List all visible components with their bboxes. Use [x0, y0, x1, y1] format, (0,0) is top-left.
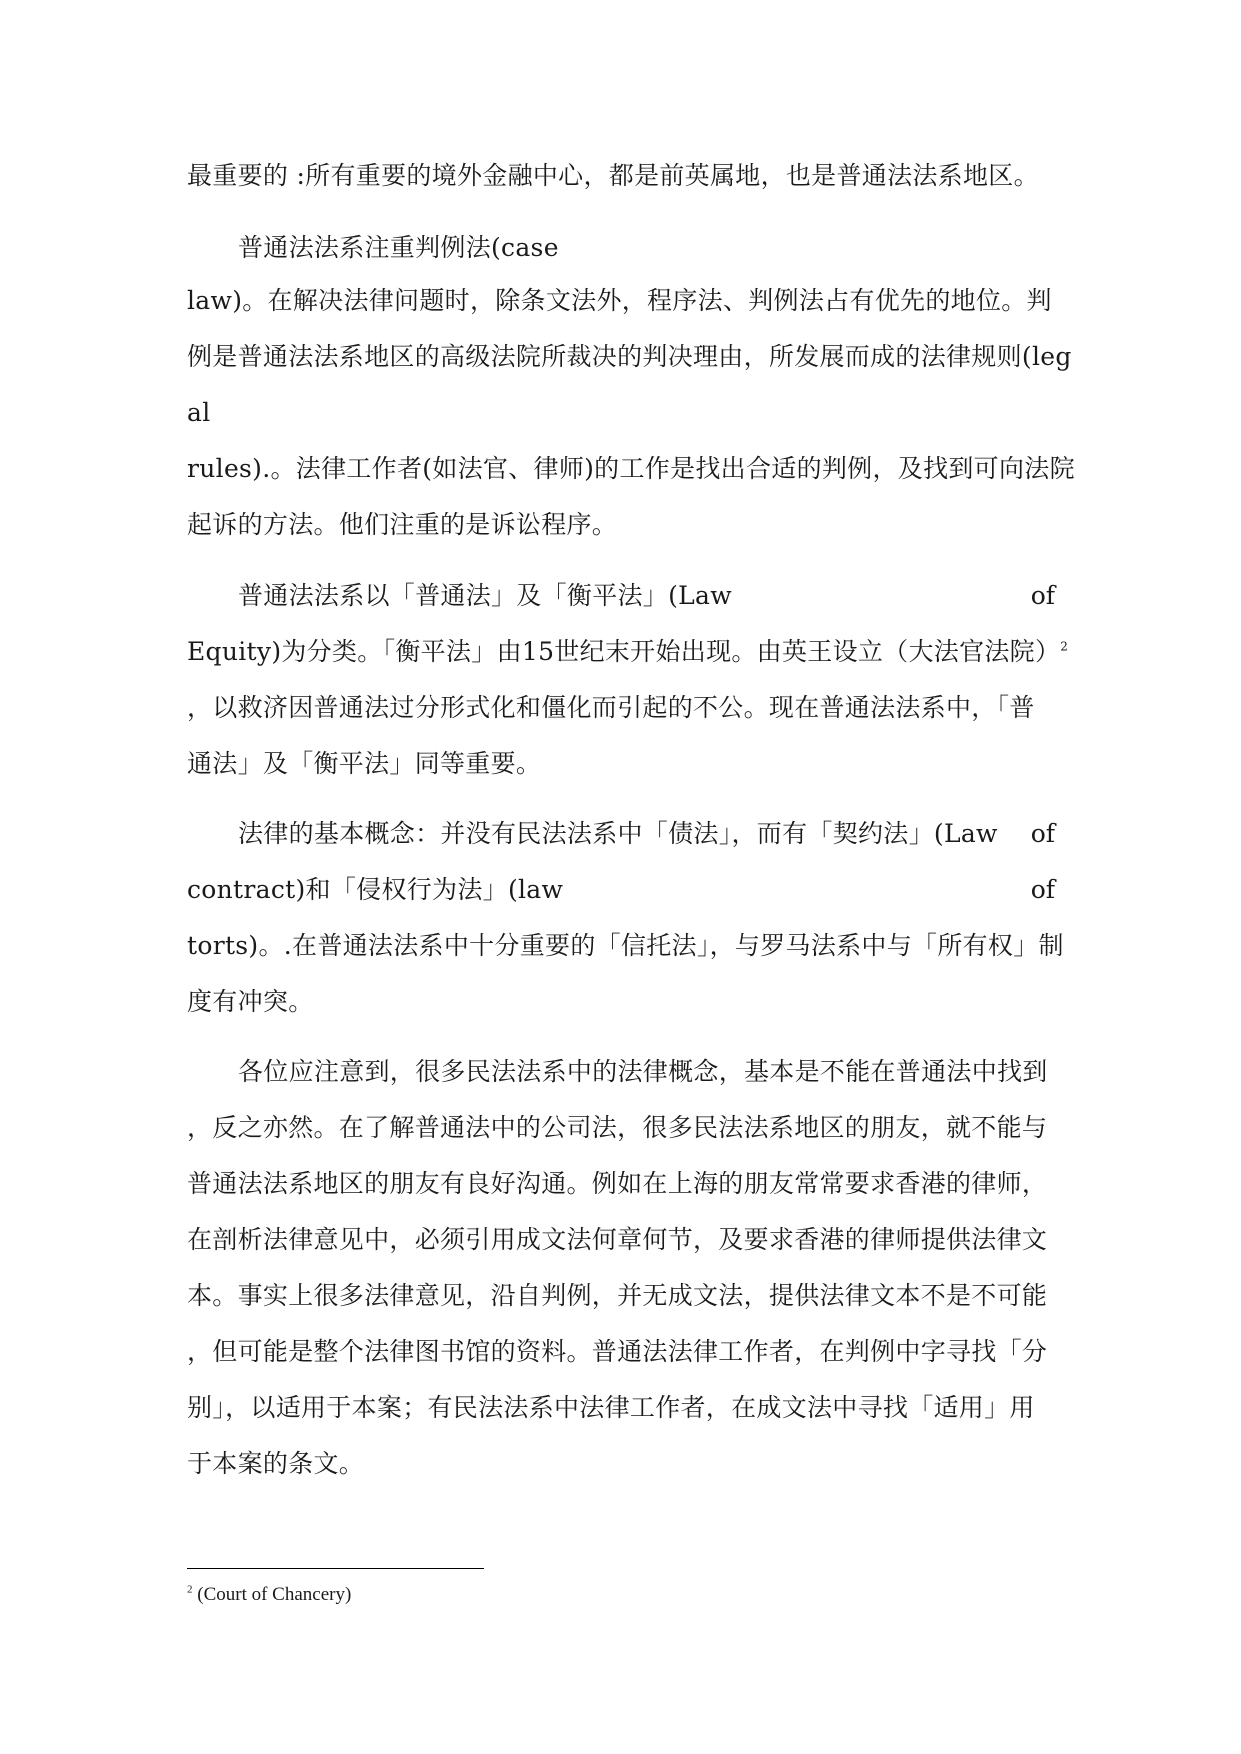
paragraph-3-line-1-trailing-word: of — [1030, 581, 1055, 610]
paragraph-5-line-5: 本。事实上很多法律意见，沿自判例，并无成文法，提供法律文本不是不可能 — [187, 1281, 1048, 1310]
paragraph-5-line-8: 于本案的条文。 — [187, 1449, 365, 1478]
paragraph-5-line-7: 别」，以适用于本案；有民法法系中法律工作者，在成文法中寻找「适用」用 — [187, 1393, 1035, 1422]
paragraph-4-line-2-trailing-word: of — [1030, 875, 1055, 904]
paragraph-3-line-1: 普通法法系以「普通法」及「衡平法」(Law — [238, 581, 732, 610]
paragraph-3-line-2 — [187, 636, 1068, 668]
paragraph-5-line-2: ，反之亦然。在了解普通法中的公司法，很多民法法系地区的朋友，就不能与 — [187, 1113, 1048, 1142]
paragraph-5-line-1: 各位应注意到，很多民法法系中的法律概念，基本是不能在普通法中找到 — [238, 1057, 1048, 1086]
paragraph-1-line-1: 最重要的 :所有重要的境外金融中心，都是前英属地，也是普通法法系地区。 — [187, 161, 1039, 190]
footnote-marker: 2 — [187, 1583, 193, 1596]
footnote-separator — [187, 1568, 484, 1569]
paragraph-3-line-2-text: Equity)为分类。「衡平法」由15世纪末开始出现。由英王设立（大法官法院） — [187, 637, 1061, 666]
paragraph-4-line-3: torts)。.在普通法法系中十分重要的「信托法」，与罗马法系中与「所有权」制 — [187, 931, 1064, 960]
footnote — [187, 1582, 351, 1608]
paragraph-4-line-1: 法律的基本概念：并没有民法法系中「债法」，而有「契约法」(Law — [238, 819, 998, 848]
paragraph-5-line-6: ，但可能是整个法律图书馆的资料。普通法法律工作者，在判例中字寻找「分 — [187, 1337, 1048, 1366]
paragraph-4-line-1-trailing-word: of — [1030, 819, 1055, 848]
paragraph-2-line-2: law)。在解决法律问题时，除条文法外，程序法、判例法占有优先的地位。判 — [187, 286, 1052, 315]
footnote-text: (Court of Chancery) — [192, 1584, 352, 1605]
paragraph-2-line-1: 普通法法系注重判例法(case — [238, 233, 559, 262]
paragraph-5-line-4: 在剖析法律意见中，必须引用成文法何章何节，及要求香港的律师提供法律文 — [187, 1225, 1048, 1254]
paragraph-2-line-3: 例是普通法法系地区的高级法院所裁决的判决理由，所发展而成的法律规则(leg — [187, 342, 1072, 371]
paragraph-4-line-2: contract)和「侵权行为法」(law — [187, 875, 564, 904]
paragraph-2-line-6: 起诉的方法。他们注重的是诉讼程序。 — [187, 510, 618, 539]
paragraph-2-line-5: rules).。法律工作者(如法官、律师)的工作是找出合适的判例，及找到可向法院 — [187, 454, 1075, 483]
paragraph-4-line-4: 度有冲突。 — [187, 987, 314, 1016]
paragraph-3-line-4: 通法」及「衡平法」同等重要。 — [187, 749, 542, 778]
paragraph-5-line-3: 普通法法系地区的朋友有良好沟通。例如在上海的朋友常常要求香港的律师， — [187, 1169, 1048, 1198]
paragraph-3-line-3: ，以救济因普通法过分形式化和僵化而引起的不公。现在普通法法系中，「普 — [187, 693, 1035, 722]
footnote-reference[interactable]: 2 — [1060, 639, 1069, 654]
paragraph-2-line-4: al — [187, 398, 211, 427]
